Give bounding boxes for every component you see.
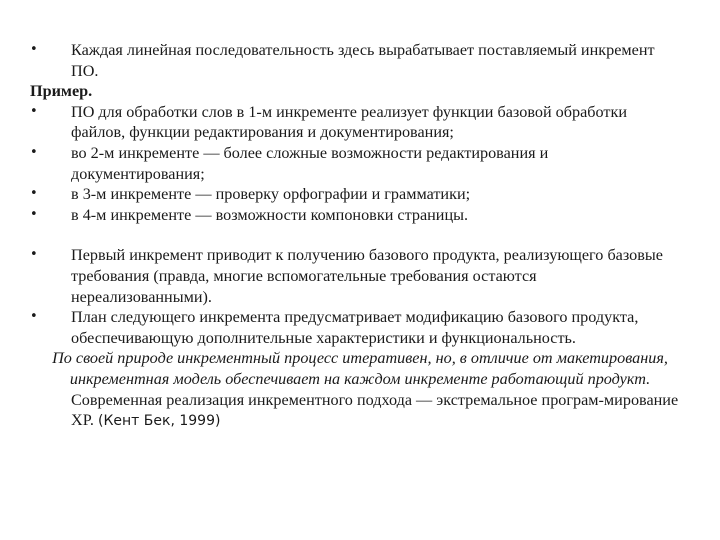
bullet-dot: • bbox=[30, 42, 38, 57]
note-text: Первый инкремент приводит к получению базового продукта, реализующего базовые требования (правда, многие вспомогательные требования остаются нереализованными). bbox=[71, 246, 663, 306]
author-reference: (Кент Бек, 1999) bbox=[98, 413, 221, 430]
example-item-text: в 3-м инкременте — проверку орфографии и грамматики; bbox=[71, 185, 471, 204]
italic-note: По своей природе инкрементный процесс итеративен, но, в отличие от макетирования, инкрементная модель обеспечивает на каждом инкременте работающий продукт. bbox=[52, 349, 668, 388]
bullet-dot: • bbox=[30, 206, 38, 222]
bullet-dot: • bbox=[30, 186, 38, 202]
example-heading: Пример. bbox=[30, 82, 93, 101]
bullet-dot: • bbox=[30, 144, 38, 160]
intro-text: Каждая линейная последовательность здесь вырабатывает поставляемый инкремент ПО. bbox=[71, 41, 655, 80]
modern-text: Современная реализация инкрементного подхода — экстремальное програм-мирование XP. bbox=[71, 390, 679, 430]
bullet-dot: • bbox=[30, 247, 38, 263]
modern-approach bbox=[30, 390, 680, 432]
note-text: План следующего инкремента предусматривает модификацию базового продукта, обеспечивающую дополнительные характеристики и функциональность. bbox=[71, 308, 639, 347]
note-bullet-2 bbox=[30, 307, 680, 348]
example-item-3 bbox=[30, 184, 680, 205]
example-item-4 bbox=[30, 205, 680, 226]
spacer bbox=[30, 225, 680, 245]
example-item-1 bbox=[30, 102, 680, 143]
note-bullet-1 bbox=[30, 245, 680, 307]
example-item-text: во 2-м инкременте — более сложные возможности редактирования и документирования; bbox=[71, 143, 549, 183]
bullet-dot: • bbox=[30, 309, 38, 325]
slide-content bbox=[30, 40, 680, 432]
intro-bullet bbox=[30, 40, 680, 81]
bullet-dot: • bbox=[30, 103, 38, 119]
example-item-2 bbox=[30, 143, 680, 184]
example-item-text: в 4-м инкременте — возможности компоновки страницы. bbox=[71, 205, 469, 224]
example-item-text: ПО для обработки слов в 1-м инкременте реализует функции базовой обработки файлов, функции редактирования и документирования; bbox=[71, 102, 627, 142]
